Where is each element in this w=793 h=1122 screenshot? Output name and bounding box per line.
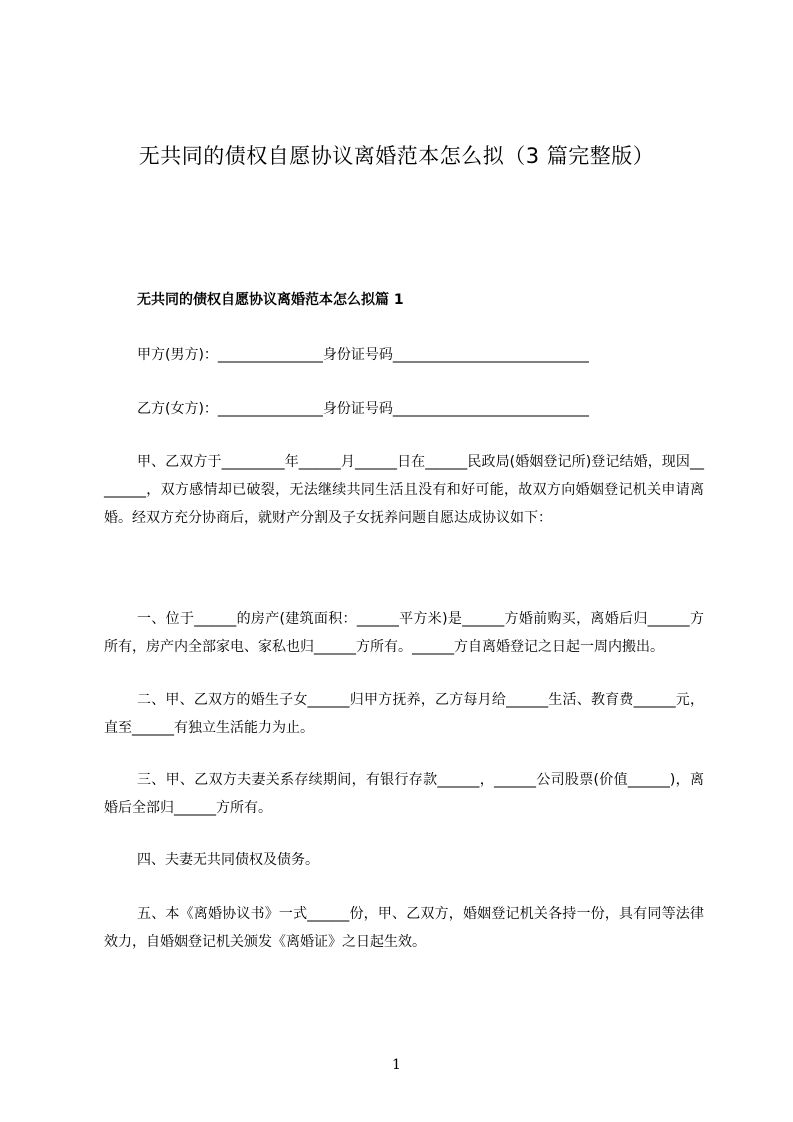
paragraph-clause-1: 一、位于______的房产(建筑面积：______平方米)是______方婚前购买，离婚后归______方所有，房产内全部家电、家私也归______方所有。______方自离婚登记之日起一周内搬出。 — [104, 611, 704, 655]
paragraph-clause-4: 四、夫妻无共同债权及债务。 — [137, 852, 319, 868]
page-number: 1 — [392, 1057, 401, 1073]
document-title: 无共同的债权自愿协议离婚范本怎么拟（3 篇完整版） — [138, 144, 655, 168]
party-b-line: 乙方(女方)：_______________身份证号码____________________________ — [137, 401, 589, 417]
paragraph-clause-3: 三、甲、乙双方夫妻关系存续期间，有银行存款______，______公司股票(价值______)，离婚后全部归______方所有。 — [104, 772, 704, 816]
section-heading: 无共同的债权自愿协议离婚范本怎么拟篇 1 — [137, 292, 404, 308]
party-a-line: 甲方(男方)：_______________身份证号码____________________________ — [137, 347, 589, 363]
paragraph-clause-2: 二、甲、乙双方的婚生子女______归甲方抚养，乙方每月给______生活、教育费______元，直至______有独立生活能力为止。 — [104, 692, 704, 736]
paragraph-clause-5: 五、本《离婚协议书》一式______份，甲、乙双方，婚姻登记机关各持一份，具有同等法律效力，自婚姻登记机关颁发《离婚证》之日起生效。 — [104, 906, 704, 950]
paragraph-intro: 甲、乙双方于_________年______月______日在______民政局(婚姻登记所)登记结婚，现因________，双方感情却已破裂，无法继续共同生活且没有和好可能，故双方向婚姻登记机关申请离婚。经双方充分协商后，就财产分割及子女抚养问题自愿达成协议如下： — [104, 454, 704, 526]
